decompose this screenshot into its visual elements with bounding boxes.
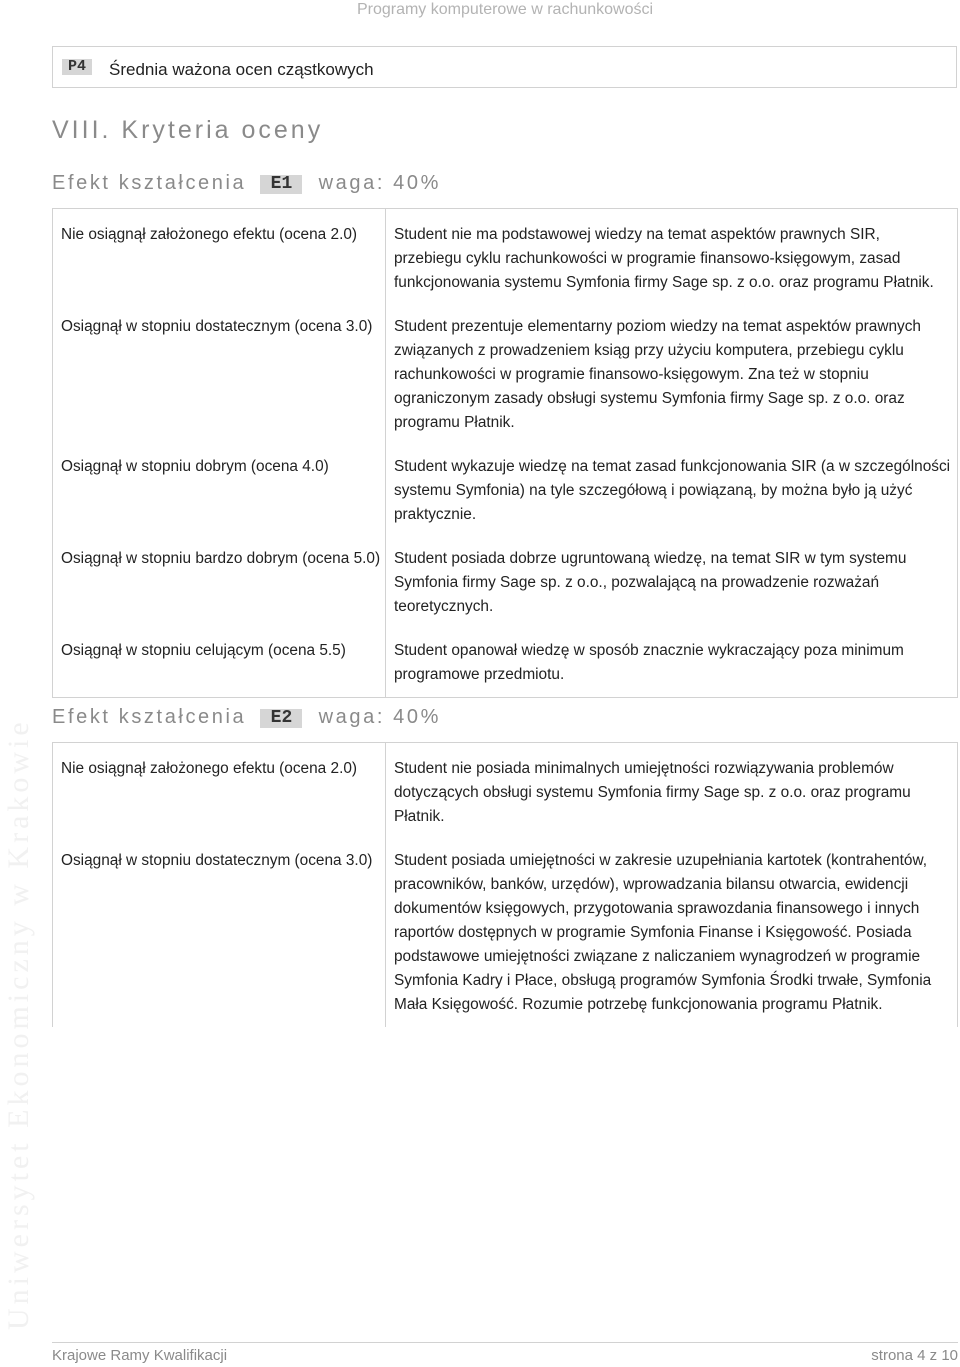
- effect-label: Efekt kształcenia: [52, 172, 247, 194]
- grade-description: Student prezentuje elementarny poziom wiedzy na temat aspektów prawnych związanych z prowadzeniem ksiąg przy użyciu komputera, przebiegu cyklu rachunkowości w programie finansowo-księgowym. Zna też w stopniu ograniczonym zasady obsługi systemu Symfonia firmy Sage sp. z o.o. oraz programu Płatnik.: [386, 305, 958, 445]
- table-row: [53, 537, 958, 629]
- effect-weight: waga: 40%: [318, 172, 441, 194]
- table-row: [53, 743, 958, 840]
- table-row: [53, 209, 958, 306]
- assessment-method-box: [52, 46, 957, 88]
- effect-code-badge: E1: [260, 175, 302, 194]
- grade-description: Student nie posiada minimalnych umiejętności rozwiązywania problemów dotyczących obsługi systemu Symfonia firmy Sage sp. z o.o. oraz programu Płatnik.: [386, 743, 958, 840]
- grade-description: Student wykazuje wiedzę na temat zasad funkcjonowania SIR (a w szczególności systemu Symfonia) na tyle szczegółową i powiązaną, by można było ją użyć praktycznie.: [386, 445, 958, 537]
- table-row: [53, 629, 958, 698]
- p4-code-badge: P4: [62, 59, 92, 75]
- grade-level: Nie osiągnął założonego efektu (ocena 2.0): [53, 743, 386, 840]
- grade-level: Osiągnął w stopniu celującym (ocena 5.5): [53, 629, 386, 698]
- university-watermark: Uniwersytet Ekonomiczny w Krakowie: [2, 718, 35, 1330]
- grade-level: Osiągnął w stopniu dostatecznym (ocena 3.0): [53, 839, 386, 1027]
- page-header-title: Programy komputerowe w rachunkowości: [356, 1, 654, 18]
- grade-description: Student posiada dobrze ugruntowaną wiedzę, na temat SIR w tym systemu Symfonia firmy Sage sp. z o.o., pozwalającą na prowadzenie rozważań teoretycznych.: [386, 537, 958, 629]
- table-row: [53, 839, 958, 1027]
- effect-e1-title: [52, 172, 441, 195]
- table-row: [53, 305, 958, 445]
- effect-weight: waga: 40%: [318, 706, 441, 728]
- grade-description: Student opanował wiedzę w sposób znacznie wykraczający poza minimum programowe przedmiotu.: [386, 629, 958, 698]
- footer-left-text: Krajowe Ramy Kwalifikacji: [52, 1347, 228, 1364]
- table-row: [53, 445, 958, 537]
- grade-level: Osiągnął w stopniu dostatecznym (ocena 3.0): [53, 305, 386, 445]
- section-title: VIII. Kryteria oceny: [52, 116, 324, 144]
- grade-level: Osiągnął w stopniu bardzo dobrym (ocena 5.0): [53, 537, 386, 629]
- footer-divider: [52, 1342, 958, 1343]
- grade-level: Nie osiągnął założonego efektu (ocena 2.0): [53, 209, 386, 306]
- page-number: strona 4 z 10: [871, 1347, 958, 1364]
- effect-label: Efekt kształcenia: [52, 706, 247, 728]
- grade-level: Osiągnął w stopniu dobrym (ocena 4.0): [53, 445, 386, 537]
- criteria-table-e1: [52, 208, 958, 698]
- effect-e2-title: [52, 706, 441, 729]
- grade-description: Student posiada umiejętności w zakresie uzupełniania kartotek (kontrahentów, pracowników, banków, urzędów), wprowadzania bilansu otwarcia, ewidencji dokumentów księgowych, przygotowania sprawozdania finansowego i innych raportów dostępnych w programie Symfonia Finanse i Księgowość. Posiada podstawowe umiejętności związane z naliczaniem wynagrodzeń w programie Symfonia Kadry i Płace, obsługą programów Symfonia Środki trwałe, Symfonia Mała Księgowość. Rozumie potrzebę funkcjonowania programu Płatnik.: [386, 839, 958, 1027]
- criteria-table-e2: [52, 742, 958, 1027]
- grade-description: Student nie ma podstawowej wiedzy na temat aspektów prawnych SIR, przebiegu cyklu rachunkowości w programie finansowo-księgowym, zasad funkcjonowania systemu Symfonia firmy Sage sp. z o.o. oraz programu Płatnik.: [386, 209, 958, 306]
- p4-description: Średnia ważona ocen cząstkowych: [109, 60, 374, 79]
- effect-code-badge: E2: [260, 709, 302, 728]
